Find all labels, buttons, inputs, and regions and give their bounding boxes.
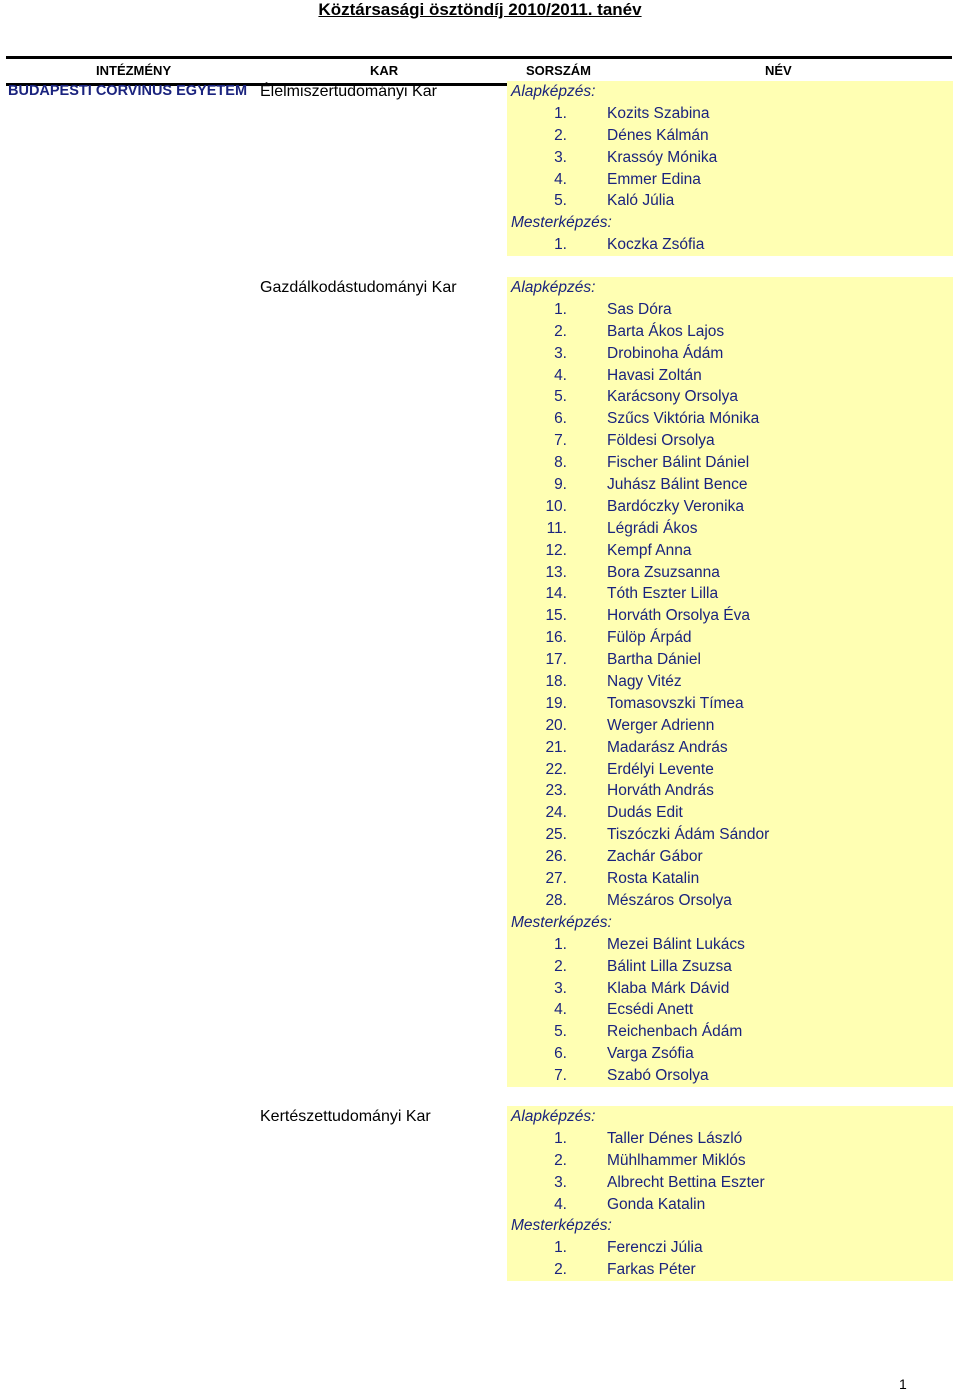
student-name: Dénes Kálmán [607,126,709,144]
student-number: 4. [554,1195,567,1213]
student-name: Klaba Márk Dávid [607,979,730,997]
student-number: 2. [554,1261,567,1279]
student-number: 21. [545,738,567,756]
student-name: Kozits Szabina [607,104,710,122]
student-name: Nagy Vitéz [607,673,682,691]
student-row [507,147,953,169]
student-number: 9. [554,476,567,494]
student-row [507,1065,953,1087]
student-number: 12. [545,541,567,559]
student-number: 3. [554,148,567,166]
student-name: Koczka Zsófia [607,236,705,254]
student-name: Bálint Lilla Zsuzsa [607,957,732,975]
page-number: 1 [899,1376,907,1392]
student-number: 15. [545,607,567,625]
student-number: 1. [554,104,567,122]
header-kar: KAR [370,63,399,78]
student-number: 2. [554,1151,567,1169]
student-name: Barta Ákos Lajos [607,322,725,340]
student-row [507,1237,953,1259]
section-label: Alapképzés: [511,1108,596,1125]
student-block [507,1106,953,1281]
student-number: 28. [545,891,567,909]
student-row [507,715,953,737]
student-row [507,1194,953,1216]
student-row [507,386,953,408]
student-number: 3. [554,1173,567,1191]
student-row [507,125,953,147]
student-row [507,190,953,212]
student-name: Gonda Katalin [607,1195,706,1213]
student-row [507,474,953,496]
student-name: Fülöp Árpád [607,629,692,647]
student-number: 26. [545,848,567,866]
student-number: 20. [545,716,567,734]
student-number: 23. [545,782,567,800]
student-name: Juhász Bálint Bence [607,476,748,494]
student-row [507,343,953,365]
student-name: Werger Adrienn [607,716,715,734]
student-row [507,518,953,540]
student-row [507,430,953,452]
student-row [507,780,953,802]
student-block [507,277,953,1087]
student-name: Reichenbach Ádám [607,1023,743,1041]
student-number: 5. [554,192,567,210]
student-row [507,496,953,518]
student-row [507,1128,953,1150]
student-number: 13. [545,563,567,581]
student-block [507,81,953,256]
student-row [507,234,953,256]
faculty-name: Élelmiszertudományi Kar [260,83,437,100]
student-number: 16. [545,629,567,647]
student-name: Bartha Dániel [607,651,701,669]
student-name: Varga Zsófia [607,1045,694,1063]
student-number: 4. [554,1001,567,1019]
student-name: Horváth András [607,782,714,800]
student-name: Dudás Edit [607,804,683,822]
student-row [507,671,953,693]
student-number: 2. [554,322,567,340]
student-number: 25. [545,826,567,844]
student-number: 17. [545,651,567,669]
student-name: Erdélyi Levente [607,760,714,778]
student-name: Kempf Anna [607,541,692,559]
student-name: Karácsony Orsolya [607,388,738,406]
student-row [507,169,953,191]
student-number: 5. [554,388,567,406]
student-row [507,321,953,343]
student-number: 3. [554,979,567,997]
student-row [507,934,953,956]
student-name: Légrádi Ákos [607,519,698,537]
student-row [507,978,953,1000]
student-name: Szűcs Viktória Mónika [607,410,760,428]
student-name: Szabó Orsolya [607,1067,709,1085]
student-number: 14. [545,585,567,603]
student-number: 19. [545,694,567,712]
student-number: 11. [546,519,567,537]
student-row [507,103,953,125]
student-row [507,759,953,781]
student-row [507,605,953,627]
student-row [507,1259,953,1281]
student-name: Bardóczky Veronika [607,497,744,515]
document-title: Köztársasági ösztöndíj 2010/2011. tanév [318,0,642,19]
student-number: 1. [554,935,567,953]
student-number: 1. [554,236,567,254]
student-row [507,824,953,846]
student-row [507,1172,953,1194]
student-row [507,956,953,978]
student-number: 2. [554,126,567,144]
student-row [507,583,953,605]
student-number: 18. [545,673,567,691]
student-name: Ferenczi Júlia [607,1239,703,1257]
student-name: Zachár Gábor [607,848,703,866]
student-row [507,649,953,671]
student-number: 7. [554,432,567,450]
student-number: 6. [554,410,567,428]
section-label: Alapképzés: [511,279,596,296]
student-row [507,846,953,868]
student-row [507,802,953,824]
student-name: Havasi Zoltán [607,366,702,384]
section-label: Alapképzés: [511,83,596,100]
header-intezmeny: INTÉZMÉNY [96,63,172,78]
student-number: 4. [554,366,567,384]
student-name: Rosta Katalin [607,870,700,888]
student-number: 7. [554,1067,567,1085]
student-number: 5. [554,1023,567,1041]
student-name: Albrecht Bettina Eszter [607,1173,765,1191]
student-row [507,627,953,649]
section-label: Mesterképzés: [511,1217,612,1235]
student-row [507,1150,953,1172]
student-name: Emmer Edina [607,170,701,188]
header-sorszam: SORSZÁM [526,63,591,78]
student-number: 3. [554,344,567,362]
header-nev: NÉV [765,63,792,78]
student-number: 2. [554,957,567,975]
student-number: 8. [554,454,567,472]
student-number: 27. [545,870,567,888]
student-number: 22. [545,760,567,778]
student-row [507,540,953,562]
student-number: 1. [554,1129,567,1147]
student-name: Mészáros Orsolya [607,891,732,909]
faculty-name: Gazdálkodástudományi Kar [260,279,457,296]
student-row [507,1043,953,1065]
student-row [507,408,953,430]
student-name: Tiszóczki Ádám Sándor [607,826,770,844]
student-number: 1. [554,1239,567,1257]
student-number: 6. [554,1045,567,1063]
student-number: 4. [554,170,567,188]
student-row [507,890,953,912]
student-name: Drobinoha Ádám [607,344,724,362]
student-row [507,365,953,387]
student-name: Krassóy Mónika [607,148,718,166]
student-name: Taller Dénes László [607,1129,743,1147]
student-row [507,693,953,715]
section-label: Mesterképzés: [511,913,612,931]
student-name: Mezei Bálint Lukács [607,935,745,953]
student-name: Bora Zsuzsanna [607,563,720,581]
student-number: 24. [545,804,567,822]
student-number: 1. [554,300,567,318]
student-number: 10. [545,497,567,515]
student-name: Sas Dóra [607,300,672,318]
student-row [507,868,953,890]
student-row [507,562,953,584]
faculty-name: Kertészettudományi Kar [260,1108,431,1125]
student-name: Tóth Eszter Lilla [607,585,719,603]
student-row [507,299,953,321]
student-name: Földesi Orsolya [607,432,715,450]
student-name: Tomasovszki Tímea [607,694,744,712]
student-row [507,1021,953,1043]
student-name: Madarász András [607,738,728,756]
student-name: Ecsédi Anett [607,1001,694,1019]
institution-name: BUDAPESTI CORVINUS EGYETEM [8,83,248,99]
student-row [507,999,953,1021]
section-label: Mesterképzés: [511,214,612,232]
student-name: Farkas Péter [607,1261,696,1279]
student-row [507,452,953,474]
student-row [507,737,953,759]
student-name: Horváth Orsolya Éva [607,607,750,625]
student-name: Mühlhammer Miklós [607,1151,746,1169]
student-name: Kaló Júlia [607,192,675,210]
student-name: Fischer Bálint Dániel [607,454,750,472]
